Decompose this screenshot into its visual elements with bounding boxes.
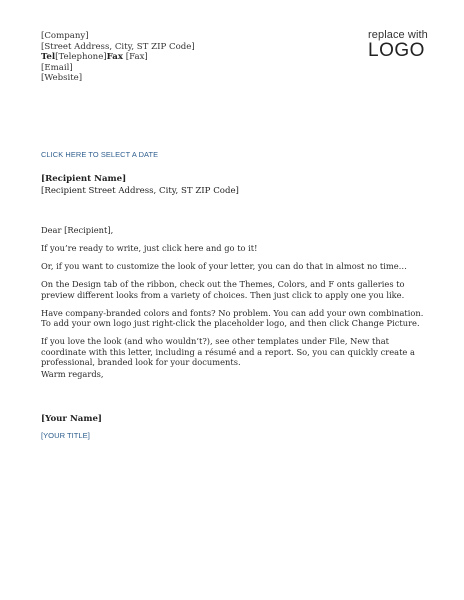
sender-email[interactable]: [Email] — [41, 62, 73, 73]
sender-website[interactable]: [Website] — [41, 73, 83, 84]
body-paragraph: On the Design tab of the ribbon, check out the Themes, Colors, and F onts galleries to preview different looks from a variety of choices. Then just click to apply one you like. — [41, 278, 405, 300]
date-picker-field[interactable]: CLICK HERE TO SELECT A DATE — [41, 150, 159, 159]
letter-body[interactable] — [41, 225, 426, 375]
body-paragraph: Or, if you want to customize the look of your letter, you can do that in almost no time… — [41, 260, 407, 271]
recipient-address[interactable]: [Recipient Street Address, City, ST ZIP Code] — [41, 185, 239, 196]
logo-placeholder[interactable] — [368, 30, 428, 60]
sender-telephone[interactable]: [Telephone] — [55, 52, 107, 63]
sender-fax[interactable]: [Fax] — [125, 52, 148, 63]
fax-label: Fax — [106, 52, 123, 63]
sender-company[interactable]: [Company] — [41, 31, 89, 41]
sender-phone-line — [41, 52, 195, 63]
signature-name[interactable]: [Your Name] — [41, 414, 103, 424]
signature-title[interactable]: [YOUR TITLE] — [41, 431, 90, 440]
sender-contact-block — [41, 31, 195, 84]
logo-line-2: LOGO — [368, 40, 425, 61]
closing: Warm regards, — [41, 369, 104, 379]
recipient-block — [41, 174, 239, 197]
body-paragraph: Have company-branded colors and fonts? No problem. You can add your own combination. To add your own logo just right-click the placeholder logo, and then click Change Picture. — [41, 307, 424, 329]
logo-line-1: replace with — [368, 29, 428, 41]
sender-street-address[interactable]: [Street Address, City, ST ZIP Code] — [41, 41, 195, 52]
body-paragraph: If you love the look (and who wouldn’t?), see other templates under File, New that coordinate with this letter, including a résumé and a report. So, you can quickly create a professional, branded look for your documents. — [41, 336, 415, 368]
recipient-name[interactable]: [Recipient Name] — [41, 174, 127, 184]
body-paragraph: If you’re ready to write, just click here and go to it! — [41, 242, 258, 253]
tel-label: Tel — [41, 52, 56, 63]
salutation: Dear [Recipient], — [41, 225, 114, 235]
